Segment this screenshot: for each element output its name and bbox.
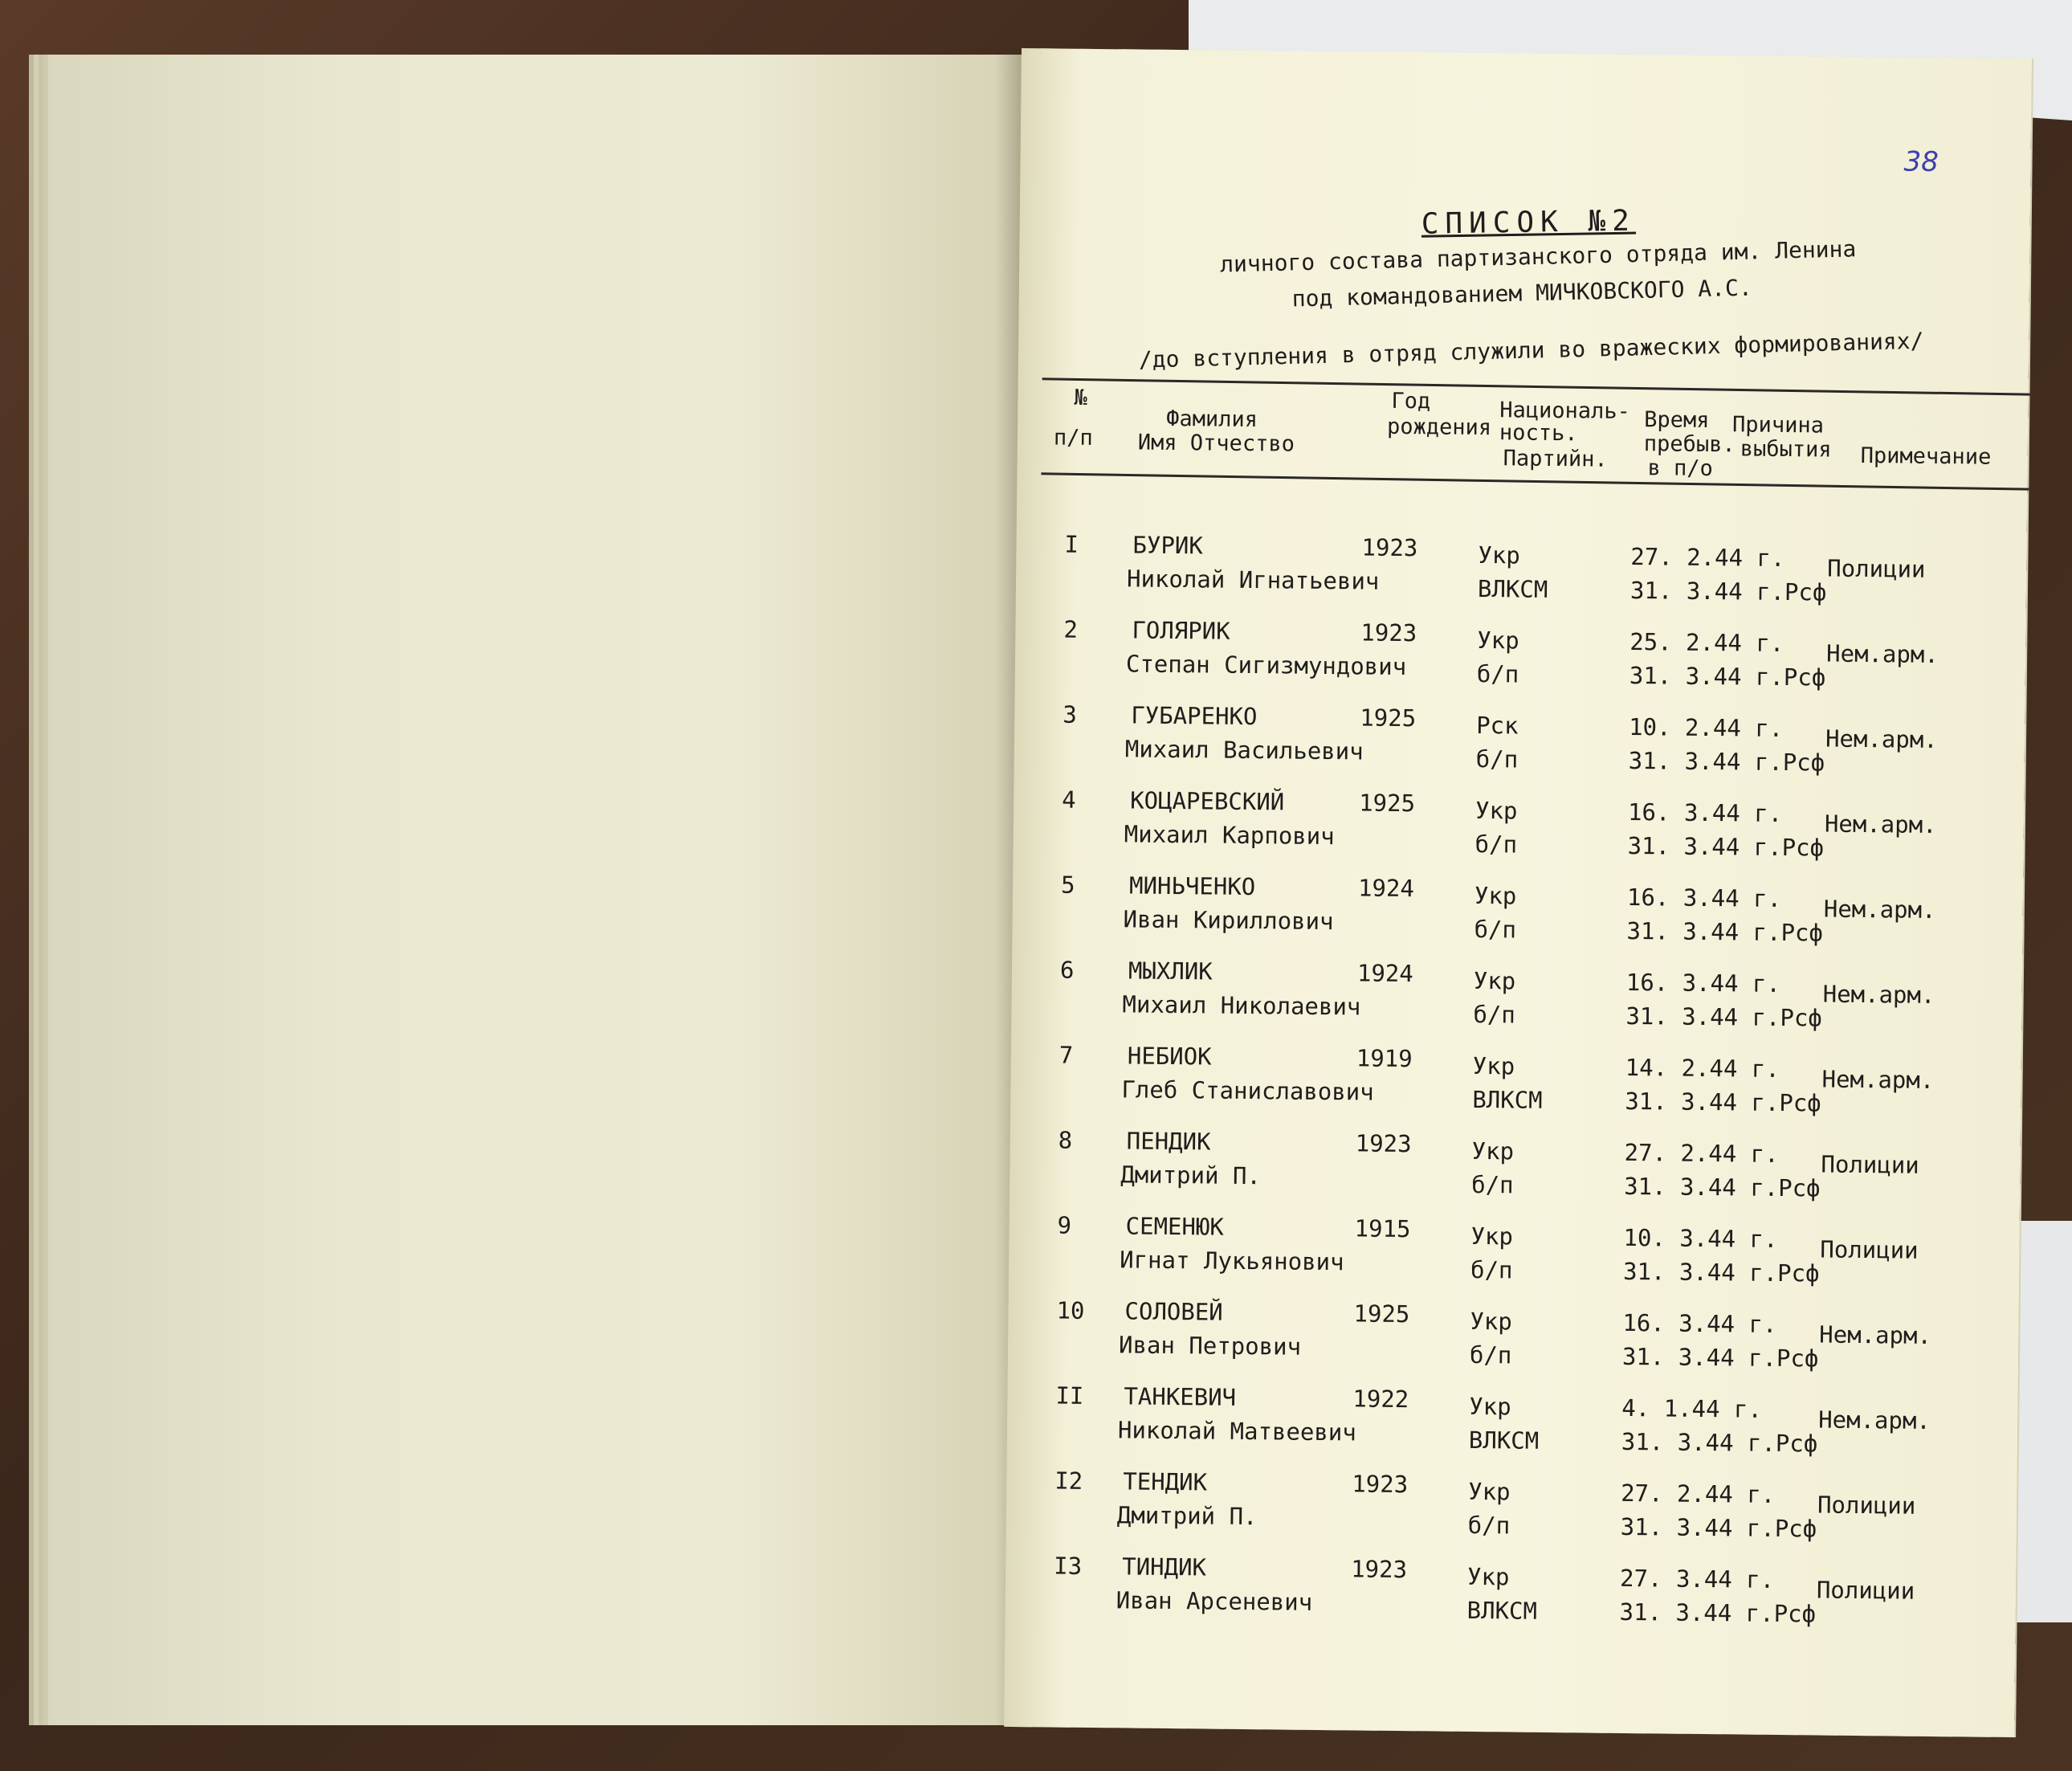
header-top-rule [1042, 377, 2030, 395]
row-number: 8 [1058, 1126, 1073, 1154]
surname: НЕБИОК [1127, 1042, 1212, 1071]
birth-year: 1925 [1359, 789, 1416, 818]
surname: МИНЬЧЕНКО [1128, 871, 1256, 901]
birth-year: 1925 [1360, 704, 1417, 732]
header-reason-top: Причина [1731, 412, 1825, 439]
header-nat-bottom: Партийн. [1503, 446, 1608, 472]
party: б/п [1475, 745, 1519, 773]
date-start: 27. 3.44 г. [1619, 1564, 1775, 1593]
left-page [48, 55, 1028, 1725]
birth-year: 1923 [1355, 1129, 1412, 1158]
date-end: 31. 3.44 г.Рсф [1626, 916, 1824, 947]
leave-reason: Полиции [1816, 1576, 1915, 1605]
row-number: 7 [1058, 1041, 1074, 1069]
date-start: 4. 1.44 г. [1621, 1394, 1763, 1423]
date-start: 16. 3.44 г. [1625, 968, 1781, 998]
date-end: 31. 3.44 г.Рсф [1625, 1002, 1823, 1032]
birth-year: 1924 [1356, 959, 1413, 988]
date-end: 31. 3.44 г.Рсф [1624, 1172, 1821, 1202]
table-row [1009, 1211, 2020, 1307]
nationality: Рск [1476, 711, 1519, 740]
first-patronymic: Михаил Васильевич [1124, 735, 1364, 765]
table-row [1014, 700, 2025, 796]
party: б/п [1476, 659, 1519, 688]
header-time-mid: пребыв. [1643, 431, 1736, 458]
surname: ГОЛЯРИК [1132, 616, 1230, 645]
party: б/п [1473, 1000, 1515, 1029]
row-number: II [1055, 1381, 1084, 1410]
leave-reason: Полиции [1827, 554, 1926, 583]
row-number: I2 [1054, 1467, 1083, 1495]
leave-reason: Нем.арм. [1817, 1406, 1931, 1434]
birth-year: 1923 [1352, 1470, 1409, 1499]
party: б/п [1474, 915, 1517, 944]
nationality: Укр [1471, 1136, 1515, 1165]
date-end: 31. 3.44 г.Рсф [1620, 1512, 1817, 1543]
date-start: 16. 3.44 г. [1627, 798, 1783, 827]
nationality: Укр [1470, 1307, 1512, 1336]
date-end: 31. 3.44 г.Рсф [1621, 1342, 1819, 1373]
surname: ГУБАРЕНКО [1131, 701, 1258, 731]
leave-reason: Полиции [1821, 1150, 1919, 1179]
table-row [1008, 1296, 2019, 1392]
leave-reason: Нем.арм. [1825, 639, 1939, 668]
nationality: Укр [1472, 1051, 1515, 1080]
header-nat-mid: ность. [1499, 420, 1578, 447]
table-row [1012, 871, 2023, 966]
header-name-bottom: Имя Отчество [1137, 430, 1295, 457]
header-num-top: № [1074, 385, 1087, 410]
first-patronymic: Иван Петрович [1118, 1331, 1302, 1361]
birth-year: 1919 [1356, 1044, 1413, 1073]
header-bottom-rule [1041, 472, 2029, 490]
leave-reason: Нем.арм. [1824, 810, 1937, 839]
row-number: I3 [1054, 1552, 1083, 1580]
date-start: 14. 2.44 г. [1625, 1053, 1780, 1083]
header-time-bottom: в п/о [1647, 455, 1714, 482]
header-nat-top: Националь- [1499, 398, 1631, 424]
leave-reason: Полиции [1817, 1491, 1916, 1520]
birth-year: 1923 [1351, 1555, 1408, 1584]
party: ВЛКСМ [1466, 1596, 1538, 1625]
nationality: Укр [1470, 1222, 1514, 1251]
surname: СОЛОВЕЙ [1124, 1297, 1223, 1326]
document-content [1004, 48, 2032, 1737]
party: б/п [1470, 1255, 1513, 1284]
first-patronymic: Николай Игнатьевич [1126, 565, 1380, 595]
date-end: 31. 3.44 г.Рсф [1629, 576, 1827, 606]
date-start: 10. 2.44 г. [1629, 712, 1784, 742]
birth-year: 1925 [1353, 1300, 1410, 1328]
leave-reason: Нем.арм. [1821, 1065, 1935, 1094]
row-number: 2 [1063, 615, 1079, 643]
header-name-top: Фамилия [1166, 406, 1258, 433]
surname: КОЦАРЕВСКИЙ [1130, 786, 1285, 816]
leave-reason: Нем.арм. [1825, 724, 1938, 753]
date-start: 10. 3.44 г. [1623, 1223, 1778, 1253]
party: б/п [1467, 1511, 1511, 1540]
row-number: 9 [1057, 1211, 1072, 1239]
subtitle-line-3: /до вступления в отряд служили во вражеских формированиях/ [1138, 327, 1924, 373]
birth-year: 1922 [1352, 1385, 1409, 1414]
table-row [1009, 1126, 2021, 1222]
first-patronymic: Глеб Станиславович [1121, 1075, 1374, 1106]
party: б/п [1471, 1170, 1514, 1199]
leave-reason: Нем.арм. [1822, 980, 1935, 1009]
date-end: 31. 3.44 г.Рсф [1619, 1598, 1817, 1628]
leave-reason: Нем.арм. [1823, 895, 1936, 924]
birth-year: 1923 [1361, 533, 1418, 562]
nationality: Укр [1478, 541, 1520, 569]
nationality: Укр [1473, 966, 1516, 995]
first-patronymic: Дмитрий П. [1120, 1161, 1262, 1190]
date-start: 27. 2.44 г. [1621, 1479, 1776, 1508]
header-time-top: Время [1644, 407, 1710, 433]
subtitle-line-1: личного состава партизанского отряда им. Ленина [1219, 235, 1857, 278]
nationality: Укр [1474, 796, 1518, 825]
birth-year: 1923 [1360, 618, 1417, 647]
first-patronymic: Иван Кириллович [1123, 905, 1334, 936]
table-row [1007, 1381, 2018, 1477]
party: б/п [1474, 830, 1518, 859]
table-row [1010, 1041, 2021, 1136]
first-patronymic: Николай Матвеевич [1117, 1416, 1356, 1447]
date-start: 27. 2.44 г. [1624, 1138, 1779, 1168]
document-title: СПИСОК №2 [1421, 204, 1637, 241]
table-row [1016, 530, 2027, 626]
table-row [1005, 1552, 2016, 1647]
party: ВЛКСМ [1477, 574, 1548, 603]
row-number: I [1064, 530, 1079, 558]
date-end: 31. 3.44 г.Рсф [1629, 661, 1826, 692]
leave-reason: Полиции [1820, 1235, 1919, 1264]
header-note: Примечание [1860, 443, 1992, 470]
surname: ПЕНДИК [1126, 1127, 1211, 1156]
table-row [1005, 1467, 2017, 1562]
party: ВЛКСМ [1472, 1085, 1543, 1114]
table-row [1013, 786, 2024, 881]
row-number: 4 [1062, 786, 1076, 814]
first-patronymic: Михаил Николаевич [1122, 990, 1361, 1021]
first-patronymic: Михаил Карпович [1124, 820, 1335, 851]
surname: МЫХЛИК [1128, 957, 1213, 985]
nationality: Укр [1468, 1477, 1511, 1506]
right-page [1004, 48, 2032, 1737]
header-num-bottom: п/п [1053, 425, 1093, 451]
page-number: 38 [1903, 145, 1939, 178]
header-year-top: Год [1391, 388, 1431, 414]
row-number: 6 [1059, 956, 1075, 984]
table-row [1014, 615, 2025, 711]
row-number: 5 [1060, 871, 1075, 899]
date-end: 31. 3.44 г.Рсф [1622, 1257, 1820, 1287]
nationality: Укр [1474, 881, 1517, 910]
date-end: 31. 3.44 г.Рсф [1627, 831, 1825, 862]
birth-year: 1924 [1357, 874, 1415, 903]
nationality: Укр [1466, 1562, 1510, 1591]
first-patronymic: Дмитрий П. [1116, 1501, 1258, 1531]
subtitle-line-2: под командованием МИЧКОВСКОГО А.С. [1291, 274, 1753, 312]
first-patronymic: Иван Арсеневич [1116, 1586, 1313, 1616]
date-start: 16. 3.44 г. [1622, 1308, 1777, 1338]
row-number: 10 [1056, 1296, 1085, 1324]
party: б/п [1469, 1340, 1512, 1369]
date-end: 31. 3.44 г.Рсф [1628, 746, 1825, 777]
header-year-bottom: рождения [1386, 414, 1492, 441]
nationality: Укр [1469, 1392, 1511, 1421]
surname: ТИНДИК [1122, 1553, 1207, 1581]
bleed-through-text [289, 167, 1012, 1420]
date-end: 31. 3.44 г.Рсф [1621, 1427, 1818, 1458]
nationality: Укр [1477, 626, 1519, 655]
surname: БУРИК [1132, 531, 1204, 560]
header-reason-bottom: выбытия [1740, 436, 1832, 463]
surname: СЕМЕНЮК [1125, 1212, 1225, 1241]
leave-reason: Нем.арм. [1819, 1320, 1932, 1349]
birth-year: 1915 [1354, 1214, 1411, 1243]
surname: ТЕНДИК [1123, 1467, 1208, 1496]
surname: ТАНКЕВИЧ [1124, 1382, 1237, 1411]
first-patronymic: Игнат Лукьянович [1120, 1246, 1344, 1276]
date-start: 16. 3.44 г. [1626, 883, 1782, 912]
date-start: 25. 2.44 г. [1629, 627, 1784, 657]
date-end: 31. 3.44 г.Рсф [1625, 1087, 1821, 1117]
table-row [1011, 956, 2022, 1051]
row-number: 3 [1063, 700, 1077, 728]
first-patronymic: Степан Сигизмундович [1125, 650, 1407, 681]
party: ВЛКСМ [1468, 1426, 1540, 1455]
date-start: 27. 2.44 г. [1630, 542, 1785, 572]
